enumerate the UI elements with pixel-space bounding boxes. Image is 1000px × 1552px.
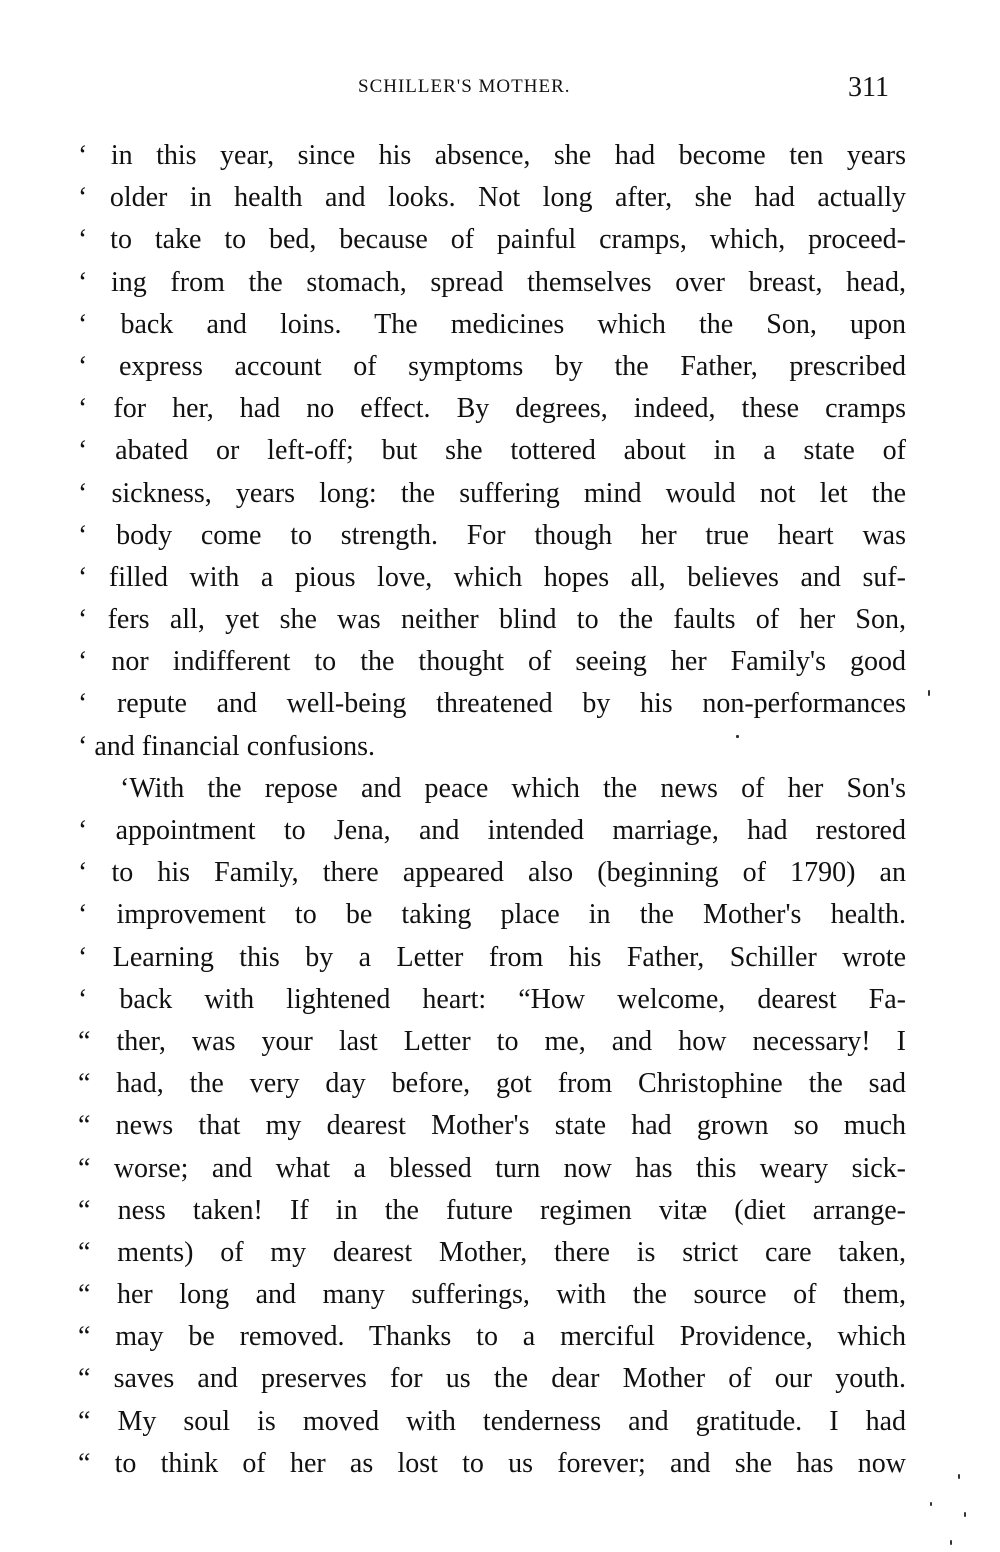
text-line: ‘ filled with a pious love, which hopes all, believes and suf- (78, 561, 906, 593)
text-line: ‘ improvement to be taking place in the Mother's health. (78, 899, 906, 931)
text-line: ‘ body come to strength. For though her true heart was (78, 519, 906, 551)
text-line: ‘ Learning this by a Letter from his Father, Schiller wrote (78, 941, 906, 973)
scan-speck (736, 735, 739, 738)
text-line: ‘ back with lightened heart: “How welcome, dearest Fa- (78, 983, 906, 1015)
text-line: ‘ to take to bed, because of painful cramps, which, proceed- (78, 224, 906, 256)
text-line: ‘ in this year, since his absence, she had become ten years (78, 140, 906, 171)
text-line: “ ther, was your last Letter to me, and how necessary! I (78, 1025, 906, 1057)
text-line: ‘ express account of symptoms by the Father, prescribed (78, 350, 906, 382)
text-line: “ news that my dearest Mother's state had grown so much (78, 1110, 906, 1142)
text-line: ‘ nor indifferent to the thought of seeing her Family's good (78, 646, 906, 678)
scan-speck (964, 1512, 966, 1517)
text-line: “ saves and preserves for us the dear Mother of our youth. (78, 1363, 906, 1395)
text-line: “ her long and many sufferings, with the source of them, (78, 1279, 906, 1311)
text-line: ‘With the repose and peace which the news of her Son's (120, 772, 906, 804)
text-line: “ to think of her as lost to us forever; and she has now (78, 1447, 906, 1479)
text-line: ‘ to his Family, there appeared also (beginning of 1790) an (78, 857, 906, 889)
running-title: SCHILLER'S MOTHER. (358, 76, 571, 97)
text-line: ‘ repute and well-being threatened by his non-performances (78, 688, 906, 720)
text-line: ‘ appointment to Jena, and intended marriage, had restored (78, 815, 906, 846)
text-line: “ ness taken! If in the future regimen vitæ (diet arrange- (78, 1194, 906, 1226)
scan-speck (928, 690, 930, 696)
text-line: ‘ back and loins. The medicines which the Son, upon (78, 308, 906, 340)
text-line: “ worse; and what a blessed turn now has this weary sick- (78, 1152, 906, 1184)
running-head (0, 72, 1000, 106)
text-line: ‘ older in health and looks. Not long after, she had actually (78, 182, 906, 214)
text-line: ‘ abated or left-off; but she tottered about in a state of (78, 435, 906, 467)
text-line: ‘ sickness, years long: the suffering mind would not let the (78, 477, 906, 509)
text-line: ‘ ing from the stomach, spread themselves over breast, head, (78, 266, 906, 298)
scan-speck (930, 1502, 932, 1506)
text-line: ‘ fers all, yet she was neither blind to the faults of her Son, (78, 604, 906, 636)
text-line: ‘ for her, had no effect. By degrees, indeed, these cramps (78, 393, 906, 425)
body-text (78, 135, 906, 1485)
scan-speck (950, 1540, 952, 1545)
text-line: “ My soul is moved with tenderness and gratitude. I had (78, 1405, 906, 1437)
page-number: 311 (848, 72, 889, 103)
text-line: ‘ and financial confusions. (78, 730, 376, 762)
text-line: “ ments) of my dearest Mother, there is strict care taken, (78, 1236, 906, 1268)
text-line: “ had, the very day before, got from Christophine the sad (78, 1068, 906, 1100)
scan-speck (958, 1474, 960, 1479)
text-line: “ may be removed. Thanks to a merciful Providence, which (78, 1321, 906, 1353)
